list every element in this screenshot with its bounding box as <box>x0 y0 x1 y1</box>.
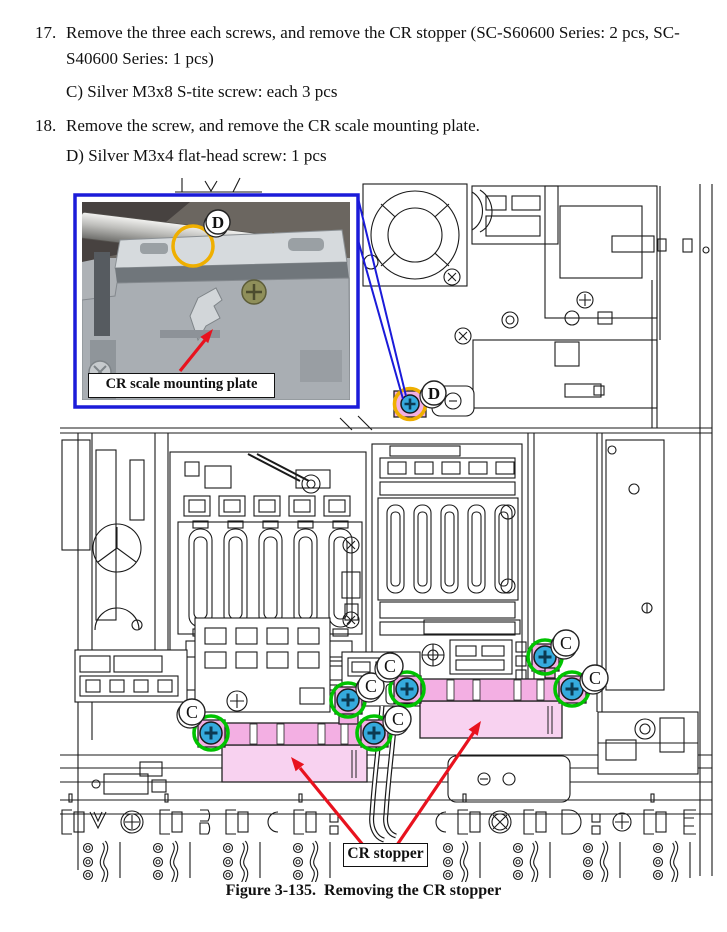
cr-stopper-label: CR stopper <box>343 843 428 867</box>
step-18 <box>35 113 695 139</box>
callout-c-5 <box>551 630 579 659</box>
step-17-text: Remove the three each screws, and remove the CR stopper (SC-S60600 Series: 2 pcs, SC-S40600 Series: 1 pcs) <box>66 23 680 68</box>
callout-c-letter: C <box>364 676 378 696</box>
callout-c-letter: C <box>383 656 397 676</box>
step-18-number: 18. <box>35 116 57 135</box>
step-17 <box>35 20 695 72</box>
callout-c-6 <box>580 665 608 694</box>
step-17-detail: C) Silver M3x8 S-tite screw: each 3 pcs <box>66 82 338 101</box>
step-17-number: 17. <box>35 23 57 42</box>
inset-photo-label: CR scale mounting plate <box>88 373 275 398</box>
callout-c-letter: C <box>588 668 602 688</box>
figure-3-135-drawing <box>0 176 727 882</box>
callout-d-letter: D <box>211 213 225 232</box>
callout-c-letter: C <box>559 633 573 653</box>
callout-c-letter: C <box>185 702 199 722</box>
callout-c-3 <box>383 706 411 735</box>
callout-c-letter: C <box>391 709 405 729</box>
figure-caption: Figure 3-135. Removing the CR stopper <box>225 882 502 899</box>
step-18-text: Remove the screw, and remove the CR scale mounting plate. <box>66 116 480 135</box>
callout-d-letter: D <box>427 384 441 403</box>
step-18-detail: D) Silver M3x4 flat-head screw: 1 pcs <box>66 146 327 165</box>
